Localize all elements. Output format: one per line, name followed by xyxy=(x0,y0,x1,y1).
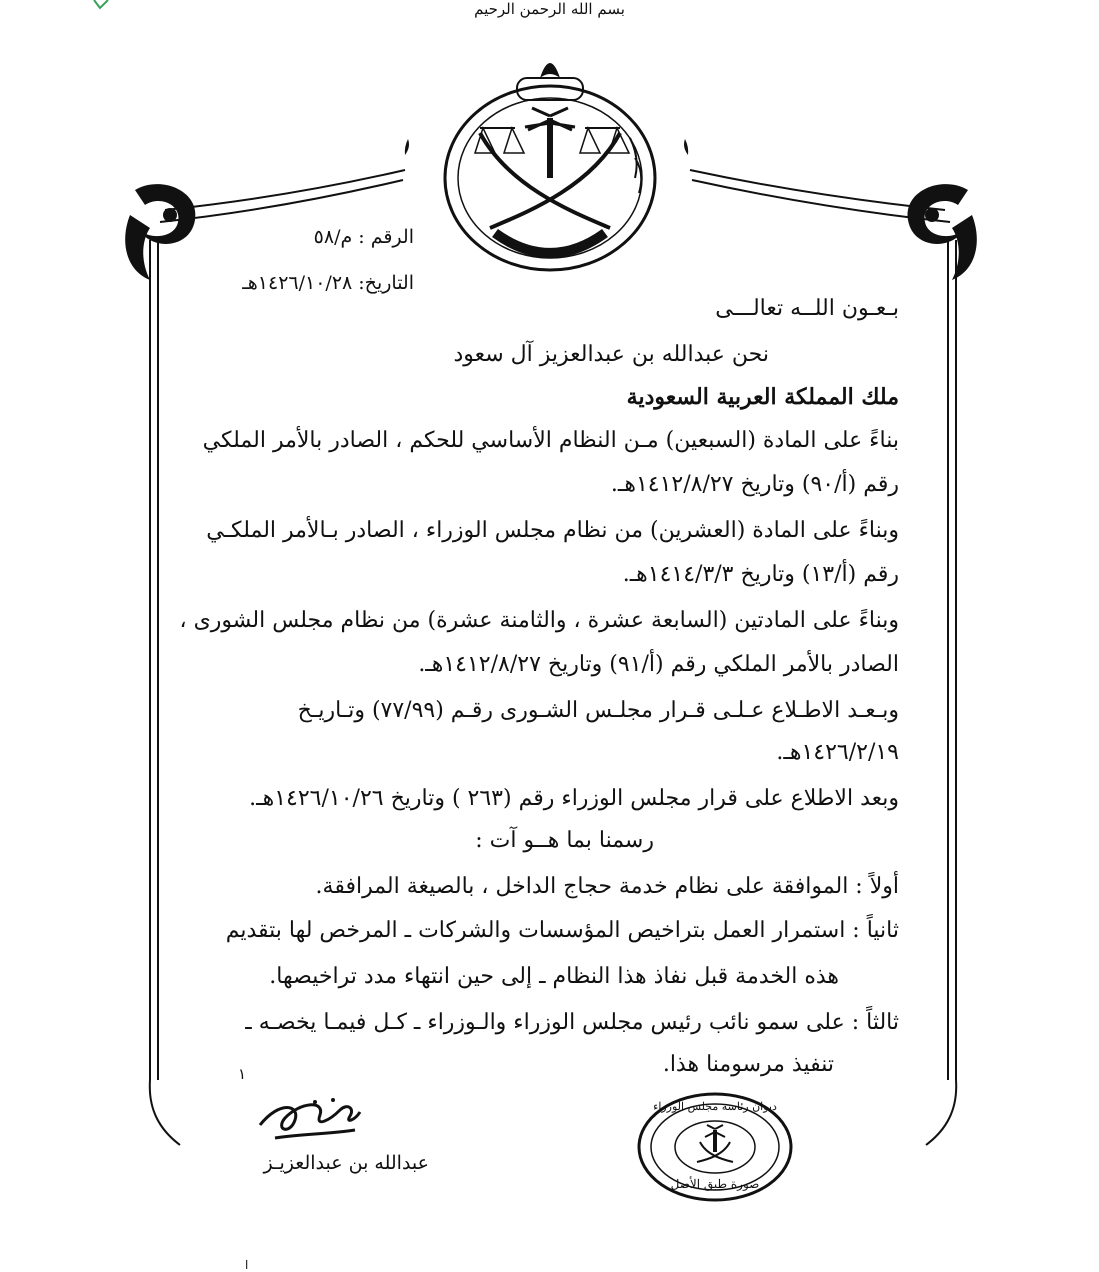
reference-number: الرقم : م/٥٨ xyxy=(313,226,414,248)
handwritten-signature xyxy=(255,1090,365,1145)
signatory-name: عبدالله بن عبدالعزيـز xyxy=(263,1152,429,1174)
stamp-seal xyxy=(635,1090,795,1205)
decree-line: أولاً : الموافقة على نظام خدمة حجاج الداخل ، بالصيغة المرافقة. xyxy=(315,874,899,899)
decree-line: تنفيذ مرسومنا هذا. xyxy=(662,1052,834,1077)
decree-line: ١٤٢٦/٢/١٩هـ. xyxy=(776,740,899,765)
stamp-outer-text: ديوان رئاسة مجلس الوزراء xyxy=(653,1100,777,1113)
decree-line: رقم (أ/١٣) وتاريخ ١٤١٤/٣/٣هـ. xyxy=(622,562,899,587)
stamp-inner-text: صورة طبق الأصل xyxy=(670,1177,760,1191)
decree-line: الصادر بالأمر الملكي رقم (أ/٩١) وتاريخ ١٤١٢/٨/٢٧هـ. xyxy=(418,652,899,677)
official-stamp xyxy=(635,1090,795,1205)
decree-line: ثانياً : استمرار العمل بتراخيص المؤسسات والشركات ـ المرخص لها بتقديم xyxy=(225,918,899,943)
palm-and-swords-icon xyxy=(697,1125,733,1162)
decree-line: وبعد الاطلاع على قرار مجلس الوزراء رقم (٢٦٣ ) وتاريخ ١٤٢٦/١٠/٢٦هـ. xyxy=(249,786,899,811)
palm-and-swords-icon xyxy=(425,28,675,273)
decree-title: ملك المملكة العربية السعودية xyxy=(626,384,899,410)
basmala: بسم الله الرحمن الرحيم xyxy=(474,0,625,18)
decree-opening: بـعـون اللــه تعالـــى xyxy=(715,296,899,321)
decree-line: هذه الخدمة قبل نفاذ هذا النظام ـ إلى حين انتهاء مدد تراخيصها. xyxy=(269,964,839,989)
reference-date: التاريخ: ١٤٢٦/١٠/٢٨هـ xyxy=(242,272,414,294)
decree-line: ثالثاً : على سمو نائب رئيس مجلس الوزراء والـوزراء ـ كـل فيمـا يخصـه ـ xyxy=(245,1010,899,1035)
decree-line: وبناءً على المادة (العشرين) من نظام مجلس الوزراء ، الصادر بـالأمر الملكـي xyxy=(206,518,899,543)
decree-line: وبـعـد الاطـلاع عـلـى قـرار مجلـس الشـورى رقـم (٧٧/٩٩) وتـاريـخ xyxy=(297,698,899,723)
signature-mark-top: ١ xyxy=(238,1065,247,1083)
decree-line: وبناءً على المادتين (السابعة عشرة ، والثامنة عشرة) من نظام مجلس الشورى ، xyxy=(179,608,899,633)
decree-issuer: نحن عبدالله بن عبدالعزيز آل سعود xyxy=(453,342,769,367)
signature-mark-bottom: ا xyxy=(245,1258,249,1272)
decree-line: رقم (أ/٩٠) وتاريخ ١٤١٢/٨/٢٧هـ. xyxy=(610,472,899,497)
decree-line: رسمنا بما هــو آت : xyxy=(475,828,654,853)
saudi-emblem-crest xyxy=(425,28,675,273)
decree-line: بناءً على المادة (السبعين) مـن النظام الأساسي للحكم ، الصادر بالأمر الملكي xyxy=(202,428,899,453)
